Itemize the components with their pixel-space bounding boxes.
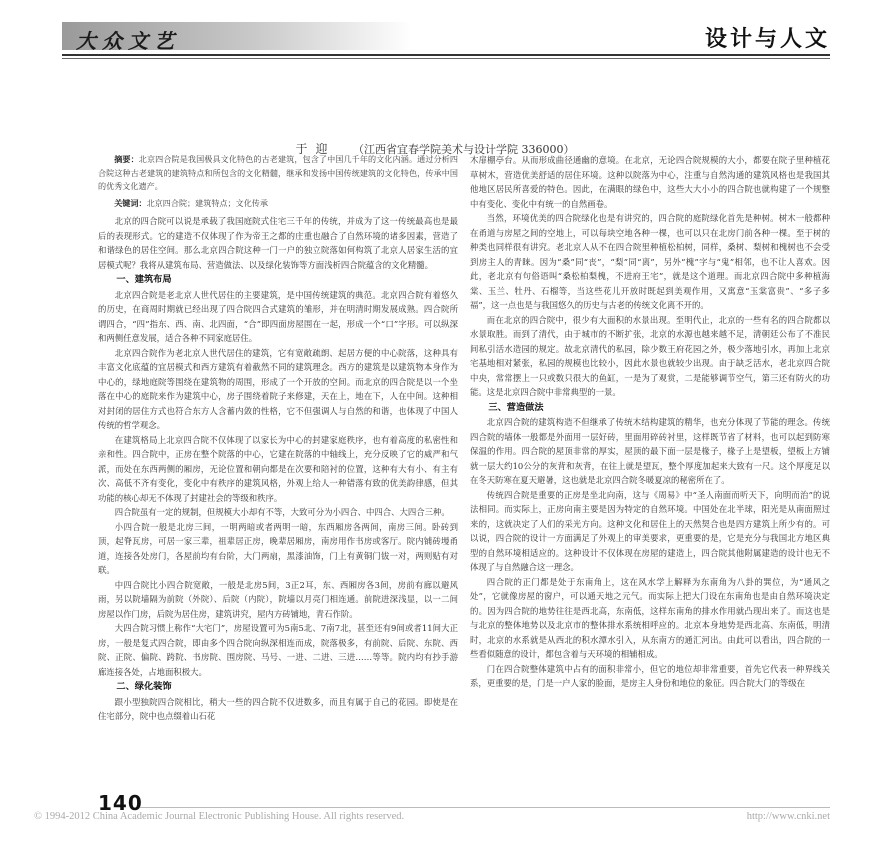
intro-paragraph: 北京的四合院可以说是承载了我国庭院式住宅三千年的传统，并成为了这一传统最高也是最后的表现形式。它的建造不仅体现了作为帝王之都的庄重也融合了自然环境的诸多因素，营造了和谐绿色的居住空间。那么北京四合院这种一门一户的独立院落如何构筑了北京人居家生活的宜居模式呢？我将从建筑布局、营造做法、以及绿化装饰等方面浅析四合院蕴含的文化精髓。 xyxy=(98,216,458,270)
body-paragraph: 四合院的正门都是处于东南角上，这在风水学上解释为东南角为八卦的巽位，为“通风之处”，它就像房屋的窗户，可以通天地之元气。而实际上把大门设在东南角也是由自然环境决定的。因为四合院的地势往往是西北高，东南低，这样东南角的排水作用就凸现出来了。而这也是与北京的整体地势以及北京市的整体排水系统相呼应的。北京本身地势是西北高、东南低，明清时，北京的水系就是从西北的积水潭水引入，从东南方的通汇河出。由此可以看出，四合院的一些看似随意的设计，都包含着与天环境的相辅相成。 xyxy=(470,576,830,659)
body-paragraph: 北京四合院的建筑构造不但继承了传统木结构建筑的精华，也充分体现了节能的理念。传统四合院的墙体一般都是外面用一层好砖，里面用碎砖衬里，这样既节省了材料，也可以起到防寒保温的作用。四合院的屋顶非常的厚实，屋顶的最下面一层是椽子，椽子上是望板，望板上方铺就一层大约10公分的灰背和灰背，在往上就是望瓦，整个厚度加起来大致有一尺。这个厚度足以在冬天防寒在夏天避暑，这也就是北京四合院冬暖夏凉的秘密所在了。 xyxy=(470,417,830,485)
author-name: 于迎 xyxy=(295,142,336,156)
keywords-label: 关键词： xyxy=(114,197,147,208)
cnki-link[interactable]: http://www.cnki.net xyxy=(746,811,830,822)
right-column xyxy=(470,153,830,691)
footer-rule xyxy=(140,807,830,808)
body-paragraph: 传统四合院是重要的正房是坐北向南，这与《周易》中“圣人南面而听天下，向明而治”的说法相同。而实际上，正房向南主要是因为特定的自然环境。中国处在北半球，阳光是从南面照过来的，这就决定了人们的采光方向。这种文化和居住上的天然契合也是四方建筑上所少有的。可以说，四合院的设计一方面满足了外观上的审美要求，更重要的是，它是充分与我国北方地区典型的自然环境相适应的。这种设计不仅体现在房屋的建造上，四合院其他附属建造的设计也无不体现了与自然融合这一理念。 xyxy=(470,489,830,572)
body-paragraph: 小四合院一般是北房三间，一明两暗或者两明一暗，东西厢房各两间，南房三间。卧砖到顶，起脊瓦房，可居一家三辈，祖辈居正房，晚辈居厢房，南房用作书房或客厅。院内铺砖墁甬道，连接各处房门，各屋前均有台阶，大门两扇，黑漆油饰，门上有黄铜门钹一对，两则贴有对联。 xyxy=(98,521,458,575)
body-paragraph: 北京四合院是老北京人世代居住的主要建筑，是中国传统建筑的典范。北京四合院有着悠久的历史，在商周时期就已经出现了四合院四合式建筑的雏形，并在明清时期发展成熟。四合院所谓四合，“四”指东、西、南、北四面，“合”即四面房屋围在一起，形成一个“口”字形。可以纵深和两侧任意发展，适合各种不同家庭居住。 xyxy=(98,289,458,343)
copyright-notice: © 1994-2012 China Academic Journal Electronic Publishing House. All rights reserved. xyxy=(34,811,405,822)
abstract xyxy=(98,153,458,194)
section-title: 设计与人文 xyxy=(704,26,830,52)
abstract-label: 摘要： xyxy=(114,154,139,164)
left-column xyxy=(98,153,458,724)
abstract-text: 北京四合院是我国极具文化特色的古老建筑，包含了中国几千年的文化内涵。通过分析四合院这种古老建筑的建筑特点和所包含的文化精髓，继承和发扬中国传统建筑的文化特色，传承中国的优秀文化遗产。 xyxy=(98,154,458,191)
journal-title: 大众文艺 xyxy=(76,29,180,53)
body-paragraph: 北京四合院作为老北京人世代居住的建筑，它有宽敞疏朗、起居方便的中心院落，这种具有丰富文化底蕴的宜居模式和西方建筑有着截然不同的建筑理念。西方的建筑是以建筑物本身作为中心的，绿地庭院等围绕在建筑物的周围，形成了一个开放的空间。而北京的四合院是以一个坐落在中心的庭院来作为建筑中心，房子围绕着院子来修建，天在上，地在下，人在中间。这种相对封闭的居住方式也符合东方人含蓄内敛的性格，它不但强调人与自然的和谐，也体现了中国人传统的哲学观念。 xyxy=(98,347,458,430)
section-heading-construction: 三、营造做法 xyxy=(488,401,544,413)
footer xyxy=(0,811,870,829)
section-heading-greening: 二、绿化装饰 xyxy=(116,681,172,692)
keywords xyxy=(98,197,458,211)
section-heading-layout: 一、建筑布局 xyxy=(116,274,172,285)
body-paragraph: 四合院虽有一定的规制，但规模大小却有不等，大致可分为小四合、中四合、大四合三种。 xyxy=(114,507,450,517)
page-number: 140 xyxy=(98,791,143,815)
body-paragraph: 在建筑格局上北京四合院不仅体现了以家长为中心的封建家庭秩序，也有着高度的私密性和亲和性。四合院中，正房在整个院落的中心，它建在院落的中轴线上，充分反映了它的威严和气派，而处在东西两侧的厢房，无论位置和朝向都是在次要和陪衬的位置，这种有大有小、有主有次、高低不齐有变化，变化中有秩序的建筑风格，外观上给人一种错落有致的优美韵律感，但其功能的核心却无不体现了封建社会的等级和秩序。 xyxy=(98,434,458,503)
body-paragraph: 而在北京的四合院中，很少有大面积的水景出现。至明代止，北京的一些有名的四合院都以水景取胜。而到了清代，由于城市的不断扩张，北京的水源也越来越不足，清朝廷公布了不准民间私引活水造园的规定。故北京清代的私园，除少数王府花园之外，极少落地引水，再加上北京宅基地相对紧张，私园的规模也比较小，因此水景也就较少出现。由于缺乏活水，老北京四合院中央，常常摆上一只或数只很大的鱼缸，一是为了观赏，二是能够调节空气，第三还有防火的功能。这是北京四合院中非常典型的一景。 xyxy=(470,314,830,397)
body-paragraph: 门在四合院整体建筑中占有的面积非常小，但它的地位却非常重要，首先它代表一种界线关系，更重要的是，门是一户人家的脸面，是房主人身份和地位的象征。四合院大门的等级在 xyxy=(470,663,830,688)
author-affiliation: （江西省宜春学院美术与设计学院 336000） xyxy=(353,143,575,156)
body-paragraph: 大四合院习惯上称作“大宅门”，房屋设置可为5南5北、7南7北，甚至还有9间或者11间大正房，一般是复式四合院，即由多个四合院向纵深相连而成，院落极多，有前院、后院、东院、西院、正院、偏院、跨院、书房院、围房院、马号、一进、二进、三进……等等。院内均有抄手游廊连接各处，占地面积极大。 xyxy=(98,623,458,677)
body-paragraph: 中四合院比小四合院宽敞，一般是北房5间，3正2耳，东、西厢房各3间，房前有廊以避风雨，另以院墙隔为前院（外院）、后院（内院），院墙以月亮门相连通。前院进深浅显，以一二间房屋以作门房，后院为居住房，建筑讲究，屋内方砖铺地，青石作阶。 xyxy=(98,579,458,619)
header-rule-thin xyxy=(62,58,830,59)
journal-banner xyxy=(62,22,412,53)
header-rule xyxy=(62,54,830,56)
body-paragraph: 跟小型独院四合院相比，稍大一些的四合院不仅进数多，而且有属于自己的花园。即使是在住宅部分，院中也点缀着山石花 xyxy=(98,696,458,721)
keywords-text: 北京四合院；建筑特点；文化传承 xyxy=(146,197,268,208)
body-paragraph: 木扉棚亭台。从而形成曲径通幽的意境。在北京，无论四合院规模的大小，都要在院子里种植花草树木，营造优美舒适的居住环境。这种以院落为中心，注重与自然沟通的建筑风格也是我国其他地区居民所喜爱的特色。因此，在满眼的绿色中，这些大大小小的四合院也就构建了一个规整中有变化、变化中有统一的自然画卷。 xyxy=(470,155,830,209)
body-paragraph: 当然，环境优美的四合院绿化也是有讲究的，四合院的庭院绿化首先是种树。树木一般都种在甬道与房屋之间的空地上，可以每块空地各种一棵，也可以只在北房门前各种一棵。至于树的种类也同样很有讲究。老北京人从不在四合院里种植松柏树，同样，桑树、梨树和槐树也不会受到房主人的青睐。因为“桑”同“丧”，“梨”同“离”，另外“槐”字与“鬼”相邻，也不让人喜欢。因此，老北京有句俗语叫“桑松柏梨槐，不进府王宅”，就是这个道理。而北京四合院中多种植海棠、玉兰、牡丹、石榴等，当这些花儿开放时既起到美观作用，又寓意“玉棠富贵”、“多子多福”，这一点也是与我国悠久的历史与古老的传统文化离不开的。 xyxy=(470,213,830,310)
